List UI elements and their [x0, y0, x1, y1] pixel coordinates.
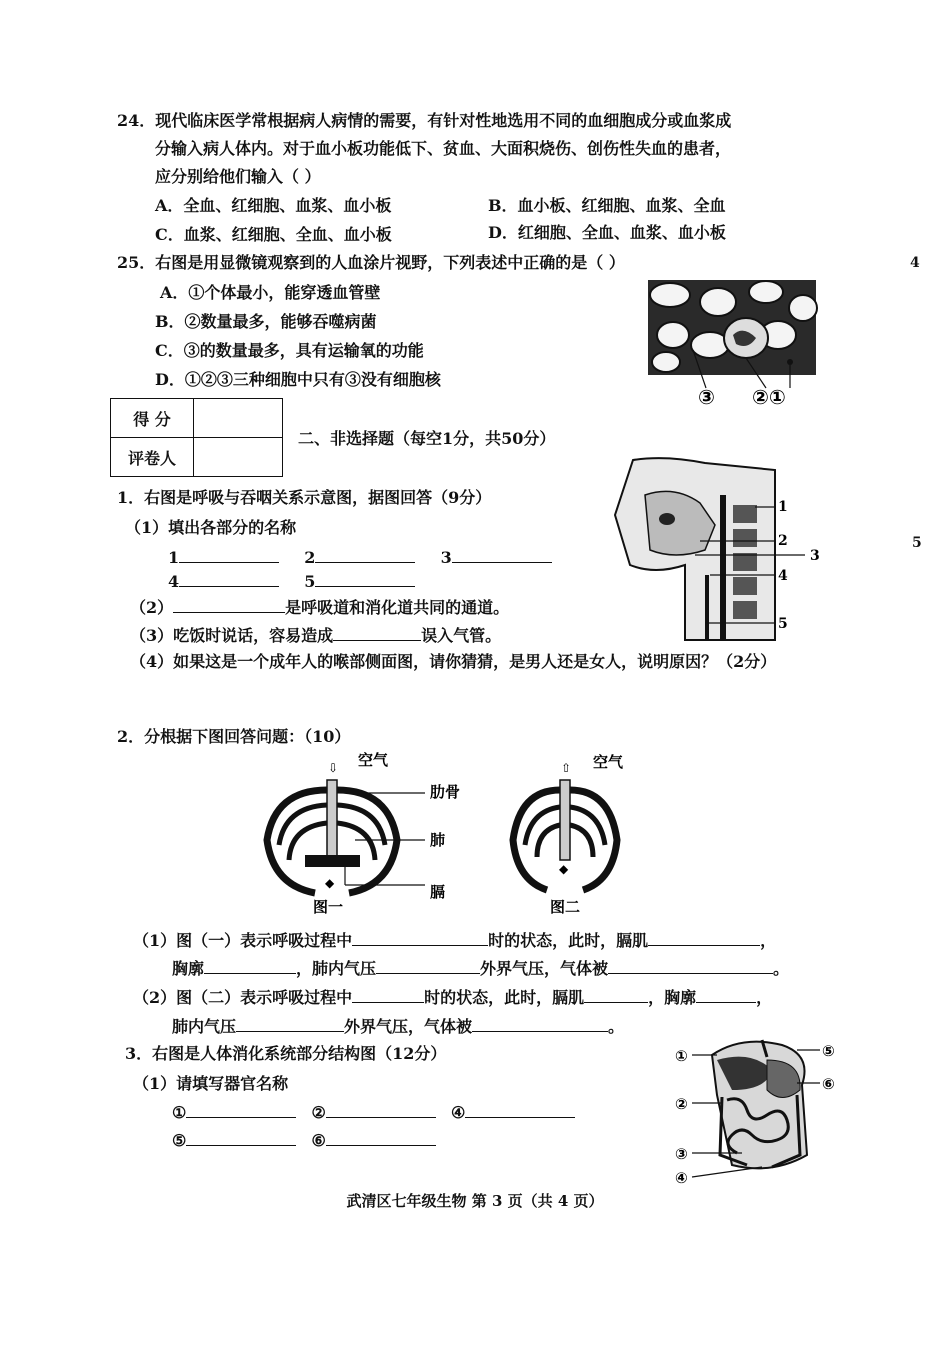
- s3-blank-6[interactable]: [326, 1130, 436, 1146]
- q24-line2: 分输入病人体内。对于血小板功能低下、贫血、大面积烧伤、创伤性失血的患者，: [155, 139, 732, 158]
- digestive-label-2: ②: [675, 1095, 688, 1113]
- ribcage-one: [267, 780, 397, 893]
- s1-blank-shared-passage[interactable]: [173, 597, 285, 613]
- digestive-label-6: ⑥: [822, 1075, 835, 1093]
- ribcage-figure: [255, 745, 655, 915]
- blood-label-2-1: ②①: [752, 385, 786, 409]
- diamond-mark-1: ◆: [325, 876, 335, 890]
- s1-part1: （1）填出各部分的名称: [125, 518, 297, 537]
- s3-circle-5: ⑤: [172, 1131, 187, 1150]
- s1-blank-row2: [168, 571, 415, 592]
- s1-blank-row1: [168, 547, 552, 568]
- air-arrow-2: ⇧: [561, 761, 572, 775]
- s1-num-1: 1: [168, 548, 180, 567]
- s3-blank-2[interactable]: [326, 1102, 436, 1118]
- score-label: 得 分: [111, 399, 194, 438]
- nasal-structure: [659, 513, 675, 525]
- throat-label-1: 1: [778, 499, 788, 515]
- lung-label: 肺: [430, 831, 446, 849]
- s2-p2e: 肺内气压: [172, 1017, 237, 1036]
- s1-blank-2[interactable]: [315, 547, 415, 563]
- s1-num-3: 3: [440, 548, 452, 567]
- s1-num-4: 4: [168, 572, 180, 591]
- ribcage-two: [513, 780, 617, 890]
- q24-option-d: D．红细胞、全血、血浆、血小板: [488, 223, 726, 242]
- s3-circle-4: ④: [451, 1103, 466, 1122]
- s1-stem: 1．右图是呼吸与吞咽关系示意图，据图回答（9分）: [117, 488, 492, 507]
- s1-p2-prefix: （2）: [130, 598, 174, 617]
- s2-blank-7[interactable]: [584, 987, 648, 1003]
- s2-p1f: 外界气压，气体被: [480, 959, 609, 978]
- figure-two-caption: 图二: [550, 898, 581, 915]
- s3-circle-2: ②: [311, 1103, 326, 1122]
- digestive-figure: [672, 1035, 842, 1190]
- diaphragm-label: 膈: [430, 883, 446, 901]
- s2-blank-4[interactable]: [376, 958, 480, 974]
- s2-blank-3[interactable]: [204, 958, 296, 974]
- rib-label: 肋骨: [430, 783, 461, 801]
- score-table: [110, 398, 283, 477]
- margin-mark-5: 5: [912, 535, 922, 551]
- s3-stem: 3．右图是人体消化系统部分结构图（12分）: [125, 1044, 447, 1063]
- page-footer: 武清区七年级生物 第 3 页（共 4 页）: [346, 1192, 604, 1210]
- s1-blank-3[interactable]: [452, 547, 552, 563]
- s2-p2g: 。: [608, 1017, 625, 1036]
- s3-blank-row2: [172, 1130, 436, 1151]
- s2-p2c: ，胸廓: [648, 988, 697, 1007]
- air-label-2: 空气: [593, 753, 624, 771]
- s3-blank-5[interactable]: [186, 1130, 296, 1146]
- s3-blank-row1: [172, 1102, 575, 1123]
- s2-blank-5[interactable]: [608, 958, 773, 974]
- s2-p1d: 胸廓: [172, 959, 205, 978]
- digestive-label-4: ④: [675, 1169, 688, 1187]
- s1-blank-5[interactable]: [315, 571, 415, 587]
- s1-num-2: 2: [304, 548, 316, 567]
- s1-blank-1[interactable]: [179, 547, 279, 563]
- s2-p1c: ，: [760, 931, 777, 950]
- s3-blank-4[interactable]: [465, 1102, 575, 1118]
- s2-blank-10[interactable]: [472, 1016, 608, 1032]
- diaphragm-one: [305, 855, 360, 867]
- s1-num-5: 5: [304, 572, 316, 591]
- s2-part1-line1: [133, 930, 776, 951]
- s1-part4: （4）如果这是一个成年人的喉部侧面图，请你猜猜，是男人还是女人，说明原因？（2分）: [130, 652, 777, 671]
- s2-p2d: ，: [756, 988, 773, 1007]
- s2-p2b: 时的状态，此时，膈肌: [424, 988, 585, 1007]
- section-2-title: 二、非选择题（每空1分，共50分）: [298, 429, 556, 448]
- throat-label-2: 2: [778, 533, 788, 549]
- s3-circle-6: ⑥: [311, 1131, 326, 1150]
- q25-option-c: C．③的数量最多，具有运输氧的功能: [155, 341, 424, 360]
- q25-stem: 25．右图是用显微镜观察到的人血涂片视野，下列表述中正确的是（ ）: [117, 253, 625, 272]
- s2-blank-8[interactable]: [696, 987, 756, 1003]
- air-label-1: 空气: [358, 751, 389, 769]
- platelet: [787, 359, 793, 365]
- s2-p2f: 外界气压，气体被: [344, 1017, 473, 1036]
- s2-blank-6[interactable]: [352, 987, 424, 1003]
- blood-label-3: ③: [698, 385, 715, 409]
- s2-p1e: ，肺内气压: [296, 959, 377, 978]
- figure-one-caption: 图一: [313, 898, 344, 915]
- air-arrow-1: ⇩: [328, 761, 339, 775]
- s2-blank-2[interactable]: [648, 930, 760, 946]
- grader-cell[interactable]: [194, 438, 283, 477]
- margin-mark-4: 4: [910, 255, 920, 271]
- throat-label-3: 3: [810, 548, 820, 564]
- digestive-label-1: ①: [675, 1047, 688, 1065]
- s3-circle-1: ①: [172, 1103, 187, 1122]
- vertebrae: [733, 505, 757, 619]
- blood-smear-figure: [648, 280, 818, 410]
- grader-label: 评卷人: [111, 438, 194, 477]
- s2-blank-1[interactable]: [352, 930, 488, 946]
- s1-p2-suffix: 是呼吸道和消化道共同的通道。: [285, 598, 510, 617]
- q25-option-a: A．①个体最小，能穿透血管壁: [160, 283, 381, 302]
- q25-option-b: B．②数量最多，能够吞噬病菌: [155, 312, 377, 331]
- throat-figure: [605, 455, 830, 645]
- q24-line1: 24．现代临床医学常根据病人病情的需要，有针对性地选用不同的血细胞成分或血浆成: [117, 111, 732, 130]
- s1-p3-prefix: （3）吃饭时说话，容易造成: [130, 626, 334, 645]
- digestive-label-5: ⑤: [822, 1042, 835, 1060]
- q24-option-c: C．血浆、红细胞、全血、血小板: [155, 225, 392, 244]
- s2-p1b: 时的状态，此时，膈肌: [488, 931, 649, 950]
- q24-line3: 应分别给他们输入（ ）: [155, 167, 321, 186]
- score-cell[interactable]: [194, 399, 283, 438]
- s2-p2a: （2）图（二）表示呼吸过程中: [133, 988, 353, 1007]
- digestive-label-3: ③: [675, 1145, 688, 1163]
- s2-p1a: （1）图（一）表示呼吸过程中: [133, 931, 353, 950]
- s2-part2-line2: [172, 1016, 624, 1037]
- s2-blank-9[interactable]: [236, 1016, 344, 1032]
- s3-blank-1[interactable]: [186, 1102, 296, 1118]
- s1-p3-suffix: 误入气管。: [421, 626, 502, 645]
- s2-p1g: 。: [773, 959, 790, 978]
- s1-blank-4[interactable]: [179, 571, 279, 587]
- diamond-mark-2: ◆: [559, 862, 569, 876]
- s1-part2: [130, 597, 509, 618]
- s3-part1: （1）请填写器官名称: [133, 1074, 289, 1093]
- s1-part3: [130, 625, 501, 646]
- s2-part1-line2: [172, 958, 789, 979]
- throat-label-5: 5: [778, 616, 788, 632]
- throat-label-4: 4: [778, 568, 788, 584]
- s2-part2-line1: [133, 987, 772, 1008]
- q24-option-a: A．全血、红细胞、血浆、血小板: [155, 196, 392, 215]
- s1-blank-food[interactable]: [333, 625, 421, 641]
- q24-option-b: B．血小板、红细胞、血浆、全血: [488, 196, 726, 215]
- q25-option-d: D．①②③三种细胞中只有③没有细胞核: [155, 370, 441, 389]
- s2-stem: 2．分根据下图回答问题：（10）: [117, 727, 351, 746]
